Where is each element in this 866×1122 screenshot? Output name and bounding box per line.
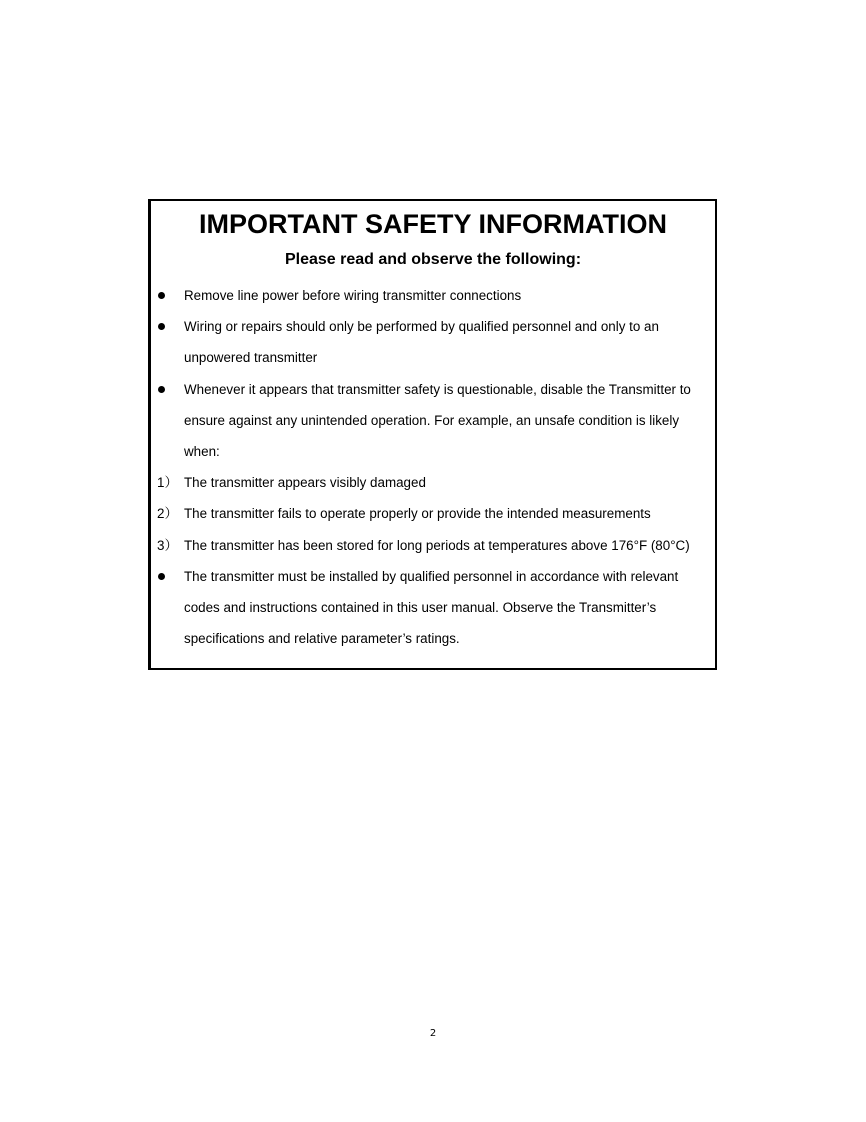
- bullet-icon: [158, 386, 165, 393]
- bullet-icon: [158, 292, 165, 299]
- list-item: [151, 561, 715, 655]
- list-item-text: Wiring or repairs should only be performed by qualified personnel and only to an unpowered transmitter: [184, 319, 659, 366]
- safety-title: IMPORTANT SAFETY INFORMATION: [199, 209, 667, 239]
- bullet-icon: [158, 573, 165, 580]
- page-number: 2: [429, 1028, 437, 1039]
- numbered-item: [151, 467, 715, 498]
- list-item-text: Remove line power before wiring transmitter connections: [184, 288, 522, 303]
- list-item: [151, 311, 715, 373]
- safety-subtitle: Please read and observe the following:: [284, 251, 582, 268]
- safety-list: [151, 280, 715, 654]
- list-item-text: Whenever it appears that transmitter safety is questionable, disable the Transmitter to ensure against any unintended operation. For example, an unsafe condition is likely when:: [184, 381, 691, 460]
- list-item: [151, 280, 715, 311]
- list-item: [151, 374, 715, 468]
- item-number: 3）: [157, 537, 178, 553]
- item-number: 2）: [157, 506, 178, 522]
- bullet-icon: [158, 323, 165, 330]
- safety-information-box: [148, 199, 717, 670]
- list-item-text: The transmitter fails to operate properly or provide the intended measurements: [184, 506, 651, 522]
- numbered-item: [151, 530, 715, 561]
- list-item-text: The transmitter appears visibly damaged: [184, 475, 426, 491]
- numbered-item: [151, 498, 715, 529]
- list-item-text: The transmitter must be installed by qualified personnel in accordance with relevant codes and instructions contained in this user manual. Observe the Transmitter’s specifications and relative parameter’s ratings.: [184, 568, 679, 647]
- list-item-text: The transmitter has been stored for long periods at temperatures above 176°F (80°C): [184, 537, 690, 553]
- item-number: 1）: [157, 475, 178, 491]
